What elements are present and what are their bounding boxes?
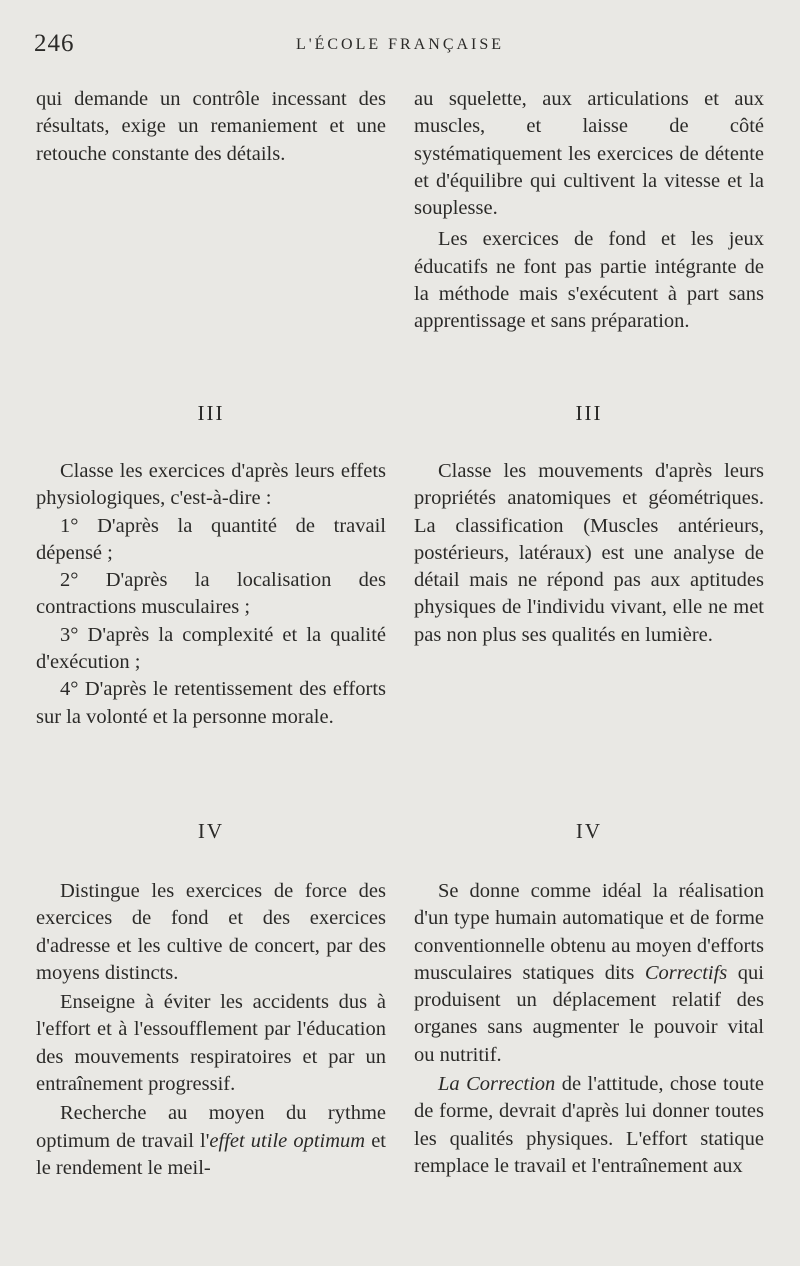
paragraph: Distingue les exercices de force des exercices de fond et des exercices d'adresse et les cultive de concert, par des moyens distincts. <box>36 880 386 984</box>
page-header <box>34 30 766 60</box>
paragraph: qui demande un contrôle incessant des résultats, exige un remaniement et une retouche constante des détails. <box>36 88 386 165</box>
paragraph: Classe les mouvements d'après leurs propriétés anatomiques et géométriques. La classification (Muscles antérieurs, postérieurs, latéraux) est une analyse de détail mais ne répond pas aux aptitudes physiques de l'individu vivant, elle ne met pas non plus ses qualités en lumière. <box>414 460 764 646</box>
paragraph: La Correction de l'attitude, chose toute de forme, devrait d'après lui donner toutes les qualités physiques. L'effort statique remplace le travail et l'entraînement aux <box>414 1073 765 1177</box>
right-section-4-body <box>414 878 764 1180</box>
left-section-4-heading: IV <box>197 819 225 843</box>
left-intro <box>36 86 386 168</box>
paragraph: Enseigne à éviter les accidents dus à l'effort et à l'essoufflement par l'éducation des mouvements respiratoires et par un entraînement progressif. <box>36 991 386 1096</box>
paragraph: 1° D'après la quantité de travail dépensé ; <box>36 514 386 564</box>
right-section-3-body <box>414 458 764 649</box>
paragraph: Classe les exercices d'après leurs effets physiologiques, c'est-à-dire : <box>36 460 386 510</box>
running-title: L'ÉCOLE FRANÇAISE <box>295 36 505 53</box>
left-section-3-heading: III <box>197 401 225 425</box>
paragraph: Se donne comme idéal la réalisation d'un type humain automatique et de forme conventionnelle obtenu au moyen d'efforts musculaires statiques dits Correctifs qui produisent un déplacement relatif des organes sans augmenter le pouvoir vital ou nutritif. <box>414 880 764 1066</box>
left-section-3-body <box>36 458 386 731</box>
left-section-4-body <box>36 878 386 1182</box>
page-number: 246 <box>34 30 75 57</box>
paragraph: Les exercices de fond et les jeux éducatifs ne font pas partie intégrante de la méthode mais s'exécutent à part sans apprentissage et sans préparation. <box>414 228 764 333</box>
paragraph: 4° D'après le retentissement des efforts sur la volonté et la personne morale. <box>36 678 386 728</box>
paragraph: Recherche au moyen du rythme optimum de travail l'effet utile optimum et le rendement le meil- <box>36 1102 386 1179</box>
paragraph: 3° D'après la complexité et la qualité d'exécution ; <box>36 623 386 674</box>
paragraph: au squelette, aux articulations et aux muscles, et laisse de côté systématiquement les exercices de détente et d'équilibre qui cultivent la vitesse et la souplesse. <box>414 88 764 220</box>
right-intro <box>414 86 764 336</box>
right-section-4-heading: IV <box>575 819 603 843</box>
right-section-3-heading: III <box>575 401 603 425</box>
paragraph: 2° D'après la localisation des contractions musculaires ; <box>36 569 386 619</box>
